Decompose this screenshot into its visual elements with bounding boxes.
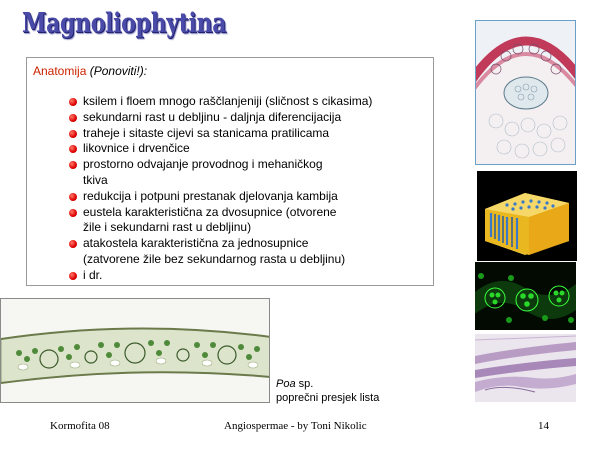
bullet-text: likovnice i drvenčice <box>83 141 190 156</box>
bullet-text: atakostela karakteristična za jednosupnice <box>83 236 309 251</box>
caption-suffix: sp. <box>295 378 314 390</box>
bullet-dot-icon <box>69 145 77 153</box>
bullet-item <box>67 236 427 268</box>
bullet-text: sekundarni rast u debljinu - daljnja diferencijacija <box>83 109 342 124</box>
bullet-dot-icon <box>69 272 77 280</box>
bullet-item <box>67 110 427 126</box>
caption-line2: poprečni presjek lista <box>276 392 380 404</box>
bullet-text: prostorno odvajanje provodnog i mehaničkog <box>83 157 323 172</box>
footer-left: Kormofita 08 <box>50 420 110 432</box>
section-heading <box>33 64 147 78</box>
leaf-cross-section-image <box>0 298 270 403</box>
stem-cross-section-image <box>475 20 576 165</box>
bullet-item <box>67 94 427 110</box>
bullet-item <box>67 157 427 189</box>
bullet-item <box>67 268 427 284</box>
bullet-text: traheje i sitaste cijevi sa stanicama pratilicama <box>83 125 330 140</box>
bullet-text: eustela karakteristična za dvosupnice (otvorene <box>83 204 337 219</box>
stained-section-image <box>475 334 576 402</box>
bullet-list <box>67 94 427 284</box>
bullet-dot-icon <box>69 130 77 138</box>
bullet-item <box>67 205 427 237</box>
bullet-dot-icon <box>69 161 77 169</box>
bullet-dot-icon <box>69 98 77 106</box>
footer-center: Angiospermae - by Toni Nikolic <box>224 420 367 432</box>
bullet-item <box>67 141 427 157</box>
fluorescent-section-image <box>475 262 576 330</box>
bullet-text: i dr. <box>83 267 103 282</box>
image-caption <box>276 377 379 405</box>
stem-3d-diagram-image <box>477 171 577 261</box>
footer-page-number: 14 <box>538 420 549 432</box>
bullet-text: (zatvorene žile bez sekundarnog rasta u debljinu) <box>83 251 346 266</box>
slide-title: Magnoliophytina <box>22 8 227 39</box>
heading-sub: (Ponoviti!): <box>89 64 148 78</box>
heading-main: Anatomija <box>33 64 87 78</box>
content-box <box>26 57 434 286</box>
caption-genus: Poa <box>276 378 296 390</box>
bullet-text: ksilem i floem mnogo raščlanjeniji (sličnost s cikasima) <box>83 94 373 108</box>
bullet-text: redukcija i potpuni prestanak djelovanja kambija <box>83 188 338 203</box>
bullet-dot-icon <box>69 193 77 201</box>
bullet-text: tkiva <box>83 172 108 187</box>
bullet-text: žile i sekundarni rast u debljinu) <box>83 220 252 235</box>
bullet-item <box>67 189 427 205</box>
bullet-dot-icon <box>69 209 77 217</box>
bullet-dot-icon <box>69 240 77 248</box>
bullet-dot-icon <box>69 114 77 122</box>
bullet-item <box>67 126 427 142</box>
